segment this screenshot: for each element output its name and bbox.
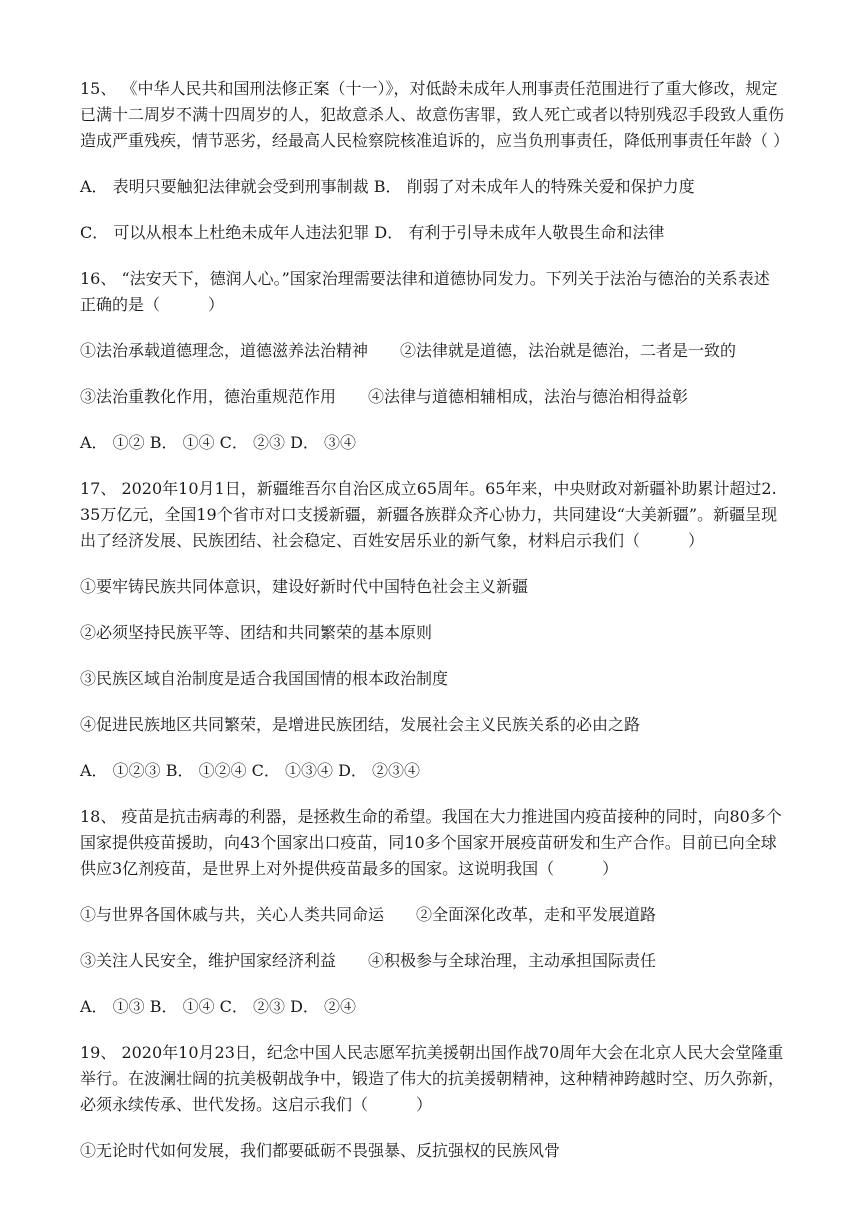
answer-choices: A． ①② B． ①④ C． ②③ D． ③④ xyxy=(80,433,356,452)
question-18 xyxy=(80,804,784,1020)
question-stem: 16、 “法安天下，德润人心。”国家治理需要法律和道德协同发力。下列关于法治与德治的关系表述正确的是（ ） xyxy=(80,269,770,314)
question-stem: 15、 《中华人民共和国刑法修正案（十一）》，对低龄未成年人刑事责任范围进行了重大修改，规定已满十二周岁不满十四周岁的人，犯故意杀人、故意伤害罪，致人死亡或者以特别残忍手段致人重伤造成严重残疾，情节恶劣，经最高人民检察院核准追诉的，应当负刑事责任，降低刑事责任年龄（ ） xyxy=(80,79,790,150)
option-line: ④促进民族地区共同繁荣，是增进民族团结，发展社会主义民族关系的必由之路 xyxy=(80,715,641,734)
option-line: ③关注人民安全，维护国家经济利益 ④积极参与全球治理，主动承担国际责任 xyxy=(80,951,657,970)
option-line: ①无论时代如何发展，我们都要砥砺不畏强暴、反抗强权的民族风骨 xyxy=(80,1141,561,1160)
question-stem: 17、 2020年10月1日，新疆维吾尔自治区成立65周年。65年来，中央财政对新疆补助累计超过2.35万亿元，全国19个省市对口支援新疆，新疆各族群众齐心协力，共同建设“大美新疆”。新疆呈现出了经济发展、民族团结、社会稳定、百姓安居乐业的新气象，材料启示我们（ ） xyxy=(80,479,778,550)
answer-choices: A． ①②③ B． ①②④ C． ①③④ D． ②③④ xyxy=(80,761,420,780)
option-line: ③法治重教化作用，德治重规范作用 ④法律与道德相辅相成，法治与德治相得益彰 xyxy=(80,387,689,406)
option-line: ③民族区域自治制度是适合我国国情的根本政治制度 xyxy=(80,669,449,688)
question-15 xyxy=(80,76,790,246)
question-stem: 19、 2020年10月23日，纪念中国人民志愿军抗美援朝出国作战70周年大会在北京人民大会堂隆重举行。在波澜壮阔的抗美极朝战争中，锻造了伟大的抗美援朝精神，这种精神跨越时空、历久弥新，必须永续传承、世代发扬。这启示我们（ ） xyxy=(80,1043,785,1114)
question-17 xyxy=(80,476,784,784)
question-19 xyxy=(80,1040,784,1164)
option-line: ②必须坚持民族平等、团结和共同繁荣的基本原则 xyxy=(80,623,433,642)
question-16 xyxy=(80,266,784,456)
question-stem: 18、 疫苗是抗击病毒的利器，是拯救生命的希望。我国在大力推进国内疫苗接种的同时，向80多个国家提供疫苗援助，向43个国家出口疫苗，同10多个国家开展疫苗研发和生产合作。目前已向全球供应3亿剂疫苗，是世界上对外提供疫苗最多的国家。这说明我国（ ） xyxy=(80,807,782,878)
option-line: A． 表明只要触犯法律就会受到刑事制裁 B． 削弱了对未成年人的特殊关爱和保护力度 xyxy=(80,177,695,196)
answer-choices: A． ①③ B． ①④ C． ②③ D． ②④ xyxy=(80,997,356,1016)
option-line: ①要牢铸民族共同体意识，建设好新时代中国特色社会主义新疆 xyxy=(80,577,529,596)
option-line: ①与世界各国休戚与共，关心人类共同命运 ②全面深化改革，走和平发展道路 xyxy=(80,905,657,924)
option-line: ①法治承载道德理念，道德滋养法治精神 ②法律就是道德，法治就是德治，二者是一致的 xyxy=(80,341,737,360)
option-line: C． 可以从根本上杜绝未成年人违法犯罪 D． 有利于引导未成年人敬畏生命和法律 xyxy=(80,223,665,242)
